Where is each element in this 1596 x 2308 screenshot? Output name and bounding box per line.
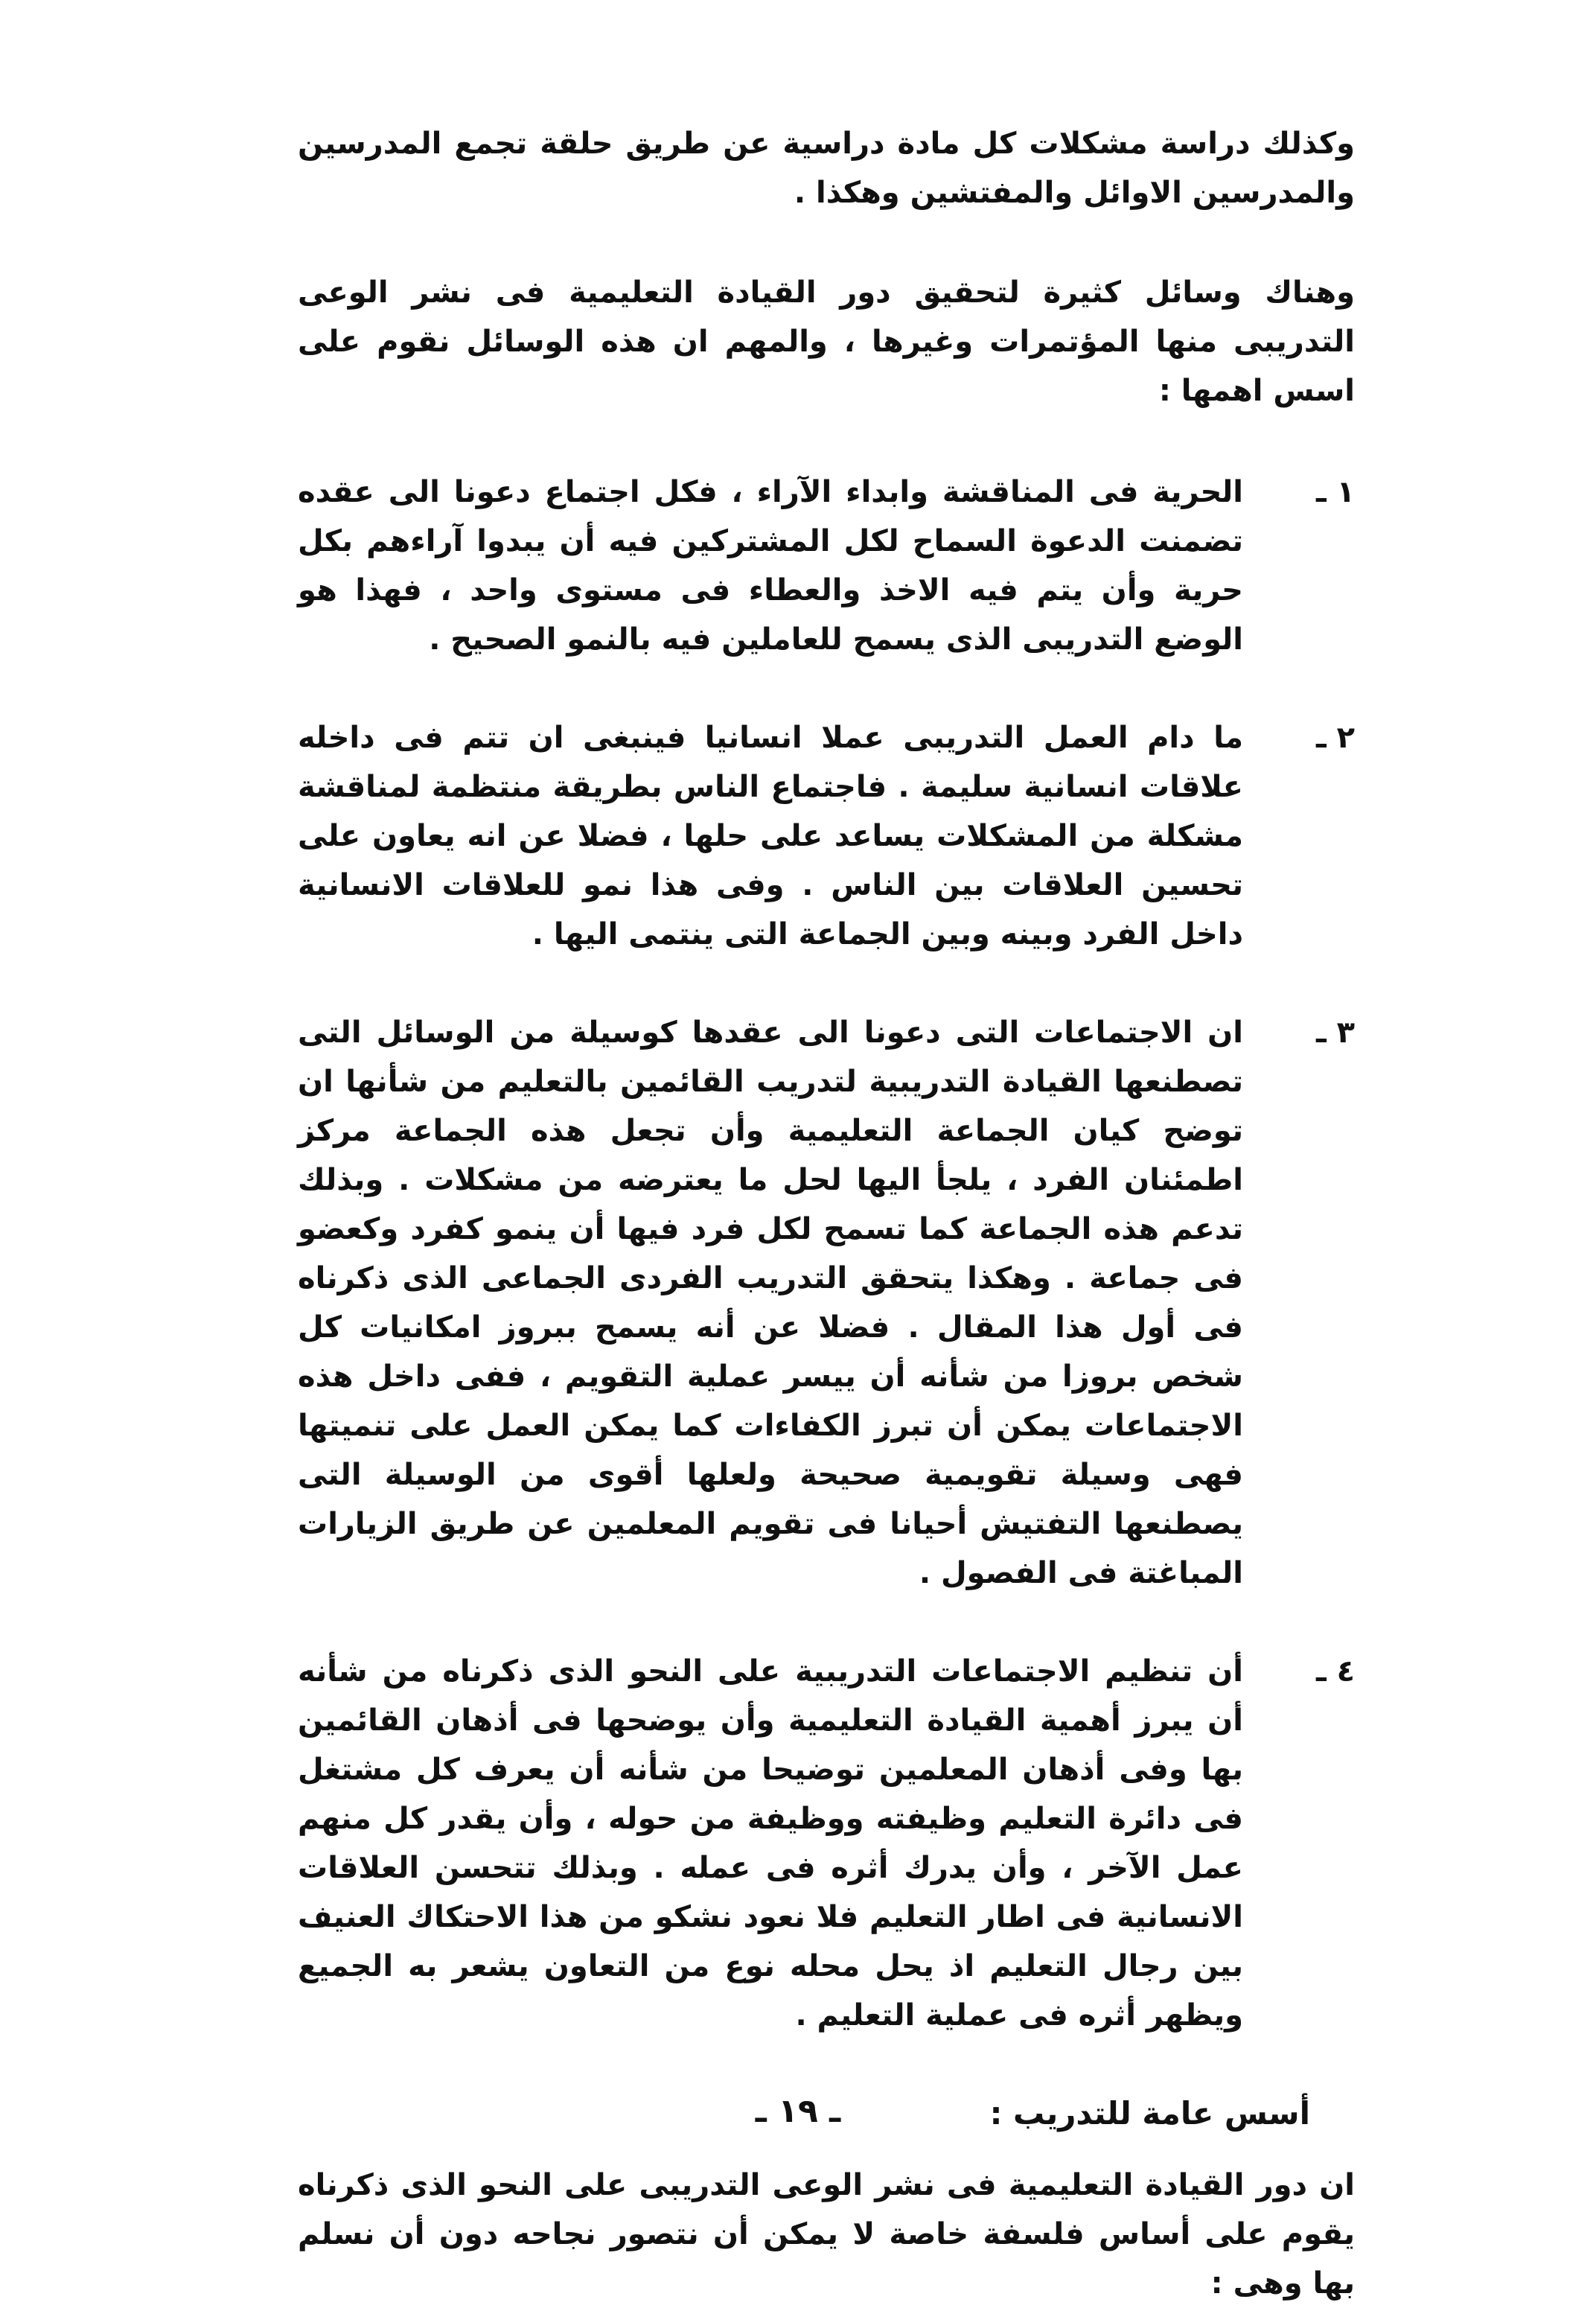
list-item-number: ١ ـ: [1315, 475, 1355, 509]
final-paragraph: ان دور القيادة التعليمية فى نشر الوعى التدريبى على النحو الذى ذكرناه يقوم على أساس فلسفة خاصة لا يمكن أن نتصور نجاحه دون أن نسلم بها وهى :: [298, 2168, 1355, 2301]
list-item-number: ٤ ـ: [1315, 1654, 1355, 1689]
intro-paragraph: وكذلك دراسة مشكلات كل مادة دراسية عن طريق حلقة تجمع المدرسين والمدرسين الاوائل والمفتشين وهكذا .: [298, 127, 1355, 210]
list-item-text: أن تنظيم الاجتماعات التدريبية على النحو الذى ذكرناه من شأنه أن يبرز أهمية القيادة التعليمية وأن يوضحها فى أذهان القائمين بها وفى أذهان المعلمين توضيحا من شأنه أن يعرف كل مشتغل فى دائرة التعليم وظيفته ووظيفة من حوله ، وأن يقدر كل منهم عمل الآخر ، وأن يدرك أثره فى عمله . وبذلك تتحسن العلاقات الانسانية فى اطار التعليم فلا نعود نشكو من هذا الاحتكاك العنيف بين رجال التعليم اذ يحل محله نوع من التعاون يشعر به الجميع ويظهر أثره فى عملية التعليم .: [298, 1654, 1243, 2033]
page-number: ـ ١٩ ـ: [755, 2092, 841, 2130]
list-item: [298, 1008, 1355, 1598]
document-page: [298, 119, 1355, 2308]
means-paragraph: وهناك وسائل كثيرة لتحقيق دور القيادة التعليمية فى نشر الوعى التدريبى منها المؤتمرات وغيرها ، والمهم ان هذه الوسائل نقوم على اسس اهمها :: [298, 275, 1355, 408]
list-item-text: الحرية فى المناقشة وابداء الآراء ، فكل اجتماع دعونا الى عقده تضمنت الدعوة السماح لكل المشتركين فيه أن يبدوا آراءهم بكل حرية وأن يتم فيه الاخذ والعطاء فى مستوى واحد ، فهذا هو الوضع التدريبى الذى يسمح للعاملين فيه بالنمو الصحيح .: [298, 475, 1243, 657]
principles-list: [298, 468, 1355, 2040]
list-item-text: ما دام العمل التدريبى عملا انسانيا فينبغى ان تتم فى داخله علاقات انسانية سليمة . فاجتماع الناس بطريقة منتظمة لمناقشة مشكلة من المشكلات يساعد على حلها ، فضلا عن انه يعاون على تحسين العلاقات بين الناس . وفى هذا نمو للعلاقات الانسانية داخل الفرد وبينه وبين الجماعة التى ينتمى اليها .: [298, 721, 1243, 951]
list-item-number: ٢ ـ: [1315, 721, 1355, 755]
list-item: [298, 468, 1355, 664]
list-item-text: ان الاجتماعات التى دعونا الى عقدها كوسيلة من الوسائل التى تصطنعها القيادة التدريبية لتدريب القائمين بالتعليم من شأنها ان توضح كيان الجماعة التعليمية وأن تجعل هذه الجماعة مركز اطمئنان الفرد ، يلجأ اليها لحل ما يعترضه من مشكلات . وبذلك تدعم هذه الجماعة كما تسمح لكل فرد فيها أن ينمو كفرد وكعضو فى جماعة . وهكذا يتحقق التدريب الفردى الجماعى الذى ذكرناه فى أول هذا المقال . فضلا عن أنه يسمح ببروز امكانيات كل شخص بروزا من شأنه أن ييسر عملية التقويم ، ففى داخل هذه الاجتماعات يمكن أن تبرز الكفاءات كما يمكن العمل على تنميتها فهى وسيلة تقويمية صحيحة ولعلها أقوى من الوسيلة التى يصطنعها التفتيش أحيانا فى تقويم المعلمين عن طريق الزيارات المباغتة فى الفصول .: [298, 1016, 1243, 1590]
section-heading: أسس عامة للتدريب :: [989, 2095, 1310, 2132]
list-item: [298, 1647, 1355, 2040]
list-item: [298, 713, 1355, 959]
list-item-number: ٣ ـ: [1315, 1016, 1355, 1050]
